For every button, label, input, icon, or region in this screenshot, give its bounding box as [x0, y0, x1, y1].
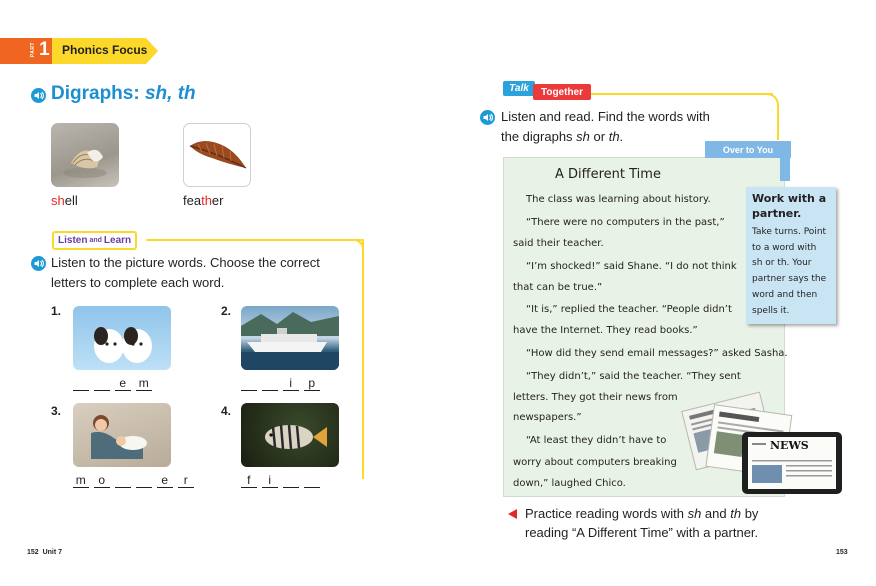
badge-word: Learn	[103, 235, 132, 246]
answer-blanks[interactable]	[241, 473, 325, 488]
instruction-line: Listen and read. Find the words with	[501, 109, 710, 124]
story-line: letters. They got their news from	[513, 392, 678, 403]
instruction-text: .	[619, 129, 624, 144]
letter: o	[94, 474, 110, 488]
story-line: “There were no computers in the past,”	[526, 217, 725, 228]
blank[interactable]	[283, 474, 299, 488]
letter: i	[262, 474, 278, 488]
word-prefix: fea	[183, 193, 202, 208]
audio-icon[interactable]	[31, 88, 46, 103]
letter: m	[136, 377, 152, 391]
practice-text: by	[741, 506, 759, 521]
shell-image	[51, 123, 119, 187]
story-line: “They didn’t,” said the teacher. “They sent	[526, 371, 741, 382]
instruction-line: letters to complete each word.	[51, 275, 225, 290]
phonics-focus-label: Phonics Focus	[62, 43, 148, 57]
talk-badge: Talk	[503, 81, 535, 96]
word-feather	[183, 193, 223, 208]
story-line: said their teacher.	[513, 238, 604, 249]
answer-blanks[interactable]	[73, 376, 157, 391]
story-line: have the Internet. They read books.”	[513, 325, 698, 336]
item-number: 4.	[221, 404, 232, 418]
blank[interactable]	[94, 377, 110, 391]
newspaper-masthead: NEWS	[770, 439, 809, 452]
note-line: word and then	[752, 289, 818, 300]
story-line: “I’m shocked!” said Shane. “I do not think	[526, 261, 737, 272]
note-line: sh or th. Your	[752, 258, 812, 269]
fish-image	[241, 403, 339, 467]
letter: i	[283, 377, 299, 391]
digraph-sh: sh	[576, 129, 590, 144]
audio-icon[interactable]	[31, 256, 46, 271]
page-footer-right: 153	[836, 549, 848, 556]
section-rule-vertical	[362, 239, 364, 479]
together-badge: Together	[533, 84, 591, 100]
section-rule	[591, 93, 773, 95]
word-rest: er	[211, 193, 224, 208]
mother-image	[73, 403, 171, 467]
practice-line	[525, 504, 795, 523]
item-number: 3.	[51, 404, 62, 418]
unit-label: Unit 7	[42, 549, 63, 556]
part-number: 1	[39, 39, 50, 60]
audio-icon[interactable]	[480, 110, 495, 125]
newspapers-tablet-image	[680, 380, 845, 495]
practice-text: and	[701, 506, 731, 521]
practice-line: reading “A Different Time” with a partner.	[525, 525, 759, 540]
item-number: 2.	[221, 304, 232, 318]
badge-word: and	[89, 237, 102, 244]
note-title: Work with a partner.	[752, 192, 827, 220]
section-rule-vertical	[777, 106, 779, 140]
letter: r	[178, 474, 194, 488]
blank[interactable]	[136, 474, 152, 488]
instruction-text: or	[589, 129, 609, 144]
answer-blanks[interactable]	[241, 376, 325, 391]
instruction-text: the digraphs	[501, 129, 577, 144]
letter: m	[73, 474, 89, 488]
arrow-icon	[508, 509, 517, 519]
letter: p	[304, 377, 320, 391]
story-line: down,” laughed Chico.	[513, 478, 626, 489]
section-rule-corner	[765, 93, 779, 107]
instruction-line: Listen to the picture words. Choose the correct	[51, 255, 320, 270]
note-line: spells it.	[752, 305, 790, 316]
listen-and-learn-badge	[52, 231, 137, 250]
activity-instructions	[51, 253, 351, 293]
ship-image	[241, 306, 339, 370]
page-footer-left	[27, 549, 62, 556]
answer-blanks[interactable]	[73, 473, 199, 488]
badge-word: Listen	[58, 235, 88, 246]
story-line: that can be true.”	[513, 282, 603, 293]
story-line: “At least they didn’t have to	[526, 435, 667, 446]
letter: e	[115, 377, 131, 391]
practice-instruction	[525, 504, 795, 542]
digraph-sh: sh	[687, 506, 702, 521]
title-letters: sh, th	[144, 83, 196, 104]
letter: f	[241, 474, 257, 488]
digraph-th: th	[730, 506, 742, 521]
blank[interactable]	[115, 474, 131, 488]
blank[interactable]	[73, 377, 89, 391]
note-line: to a word with	[752, 242, 817, 253]
word-shell	[51, 193, 78, 208]
section-rule	[146, 239, 362, 241]
note-line: Take turns. Point	[752, 227, 827, 237]
story-title: A Different Time	[555, 167, 661, 182]
blank[interactable]	[304, 474, 320, 488]
part-label: PART	[30, 42, 36, 58]
story-line: The class was learning about history.	[526, 194, 711, 205]
letter: e	[157, 474, 173, 488]
note-line: partner says the	[752, 274, 827, 285]
digraph-highlight: sh	[51, 193, 65, 208]
story-line: worry about computers breaking	[513, 457, 677, 468]
page-title	[51, 83, 196, 105]
story-line: newspapers.”	[513, 412, 582, 423]
item-number: 1.	[51, 304, 62, 318]
digraph-th: th	[608, 129, 620, 144]
practice-text: Practice reading words with	[525, 506, 688, 521]
word-rest: ell	[64, 193, 78, 208]
banner-arrow	[146, 38, 158, 64]
page-number: 152	[27, 549, 39, 556]
story-line: “It is,” replied the teacher. “People didn’t	[526, 304, 732, 315]
blank[interactable]	[241, 377, 257, 391]
story-line: “How did they send email messages?” asked Sasha.	[526, 348, 788, 359]
note-body	[752, 225, 834, 319]
blank[interactable]	[262, 377, 278, 391]
digraph-highlight: th	[201, 193, 212, 208]
feather-image	[183, 123, 251, 187]
over-to-you-tab: Over to You	[705, 141, 791, 158]
title-prefix: Digraphs:	[51, 83, 140, 104]
puppies-image	[73, 306, 171, 370]
